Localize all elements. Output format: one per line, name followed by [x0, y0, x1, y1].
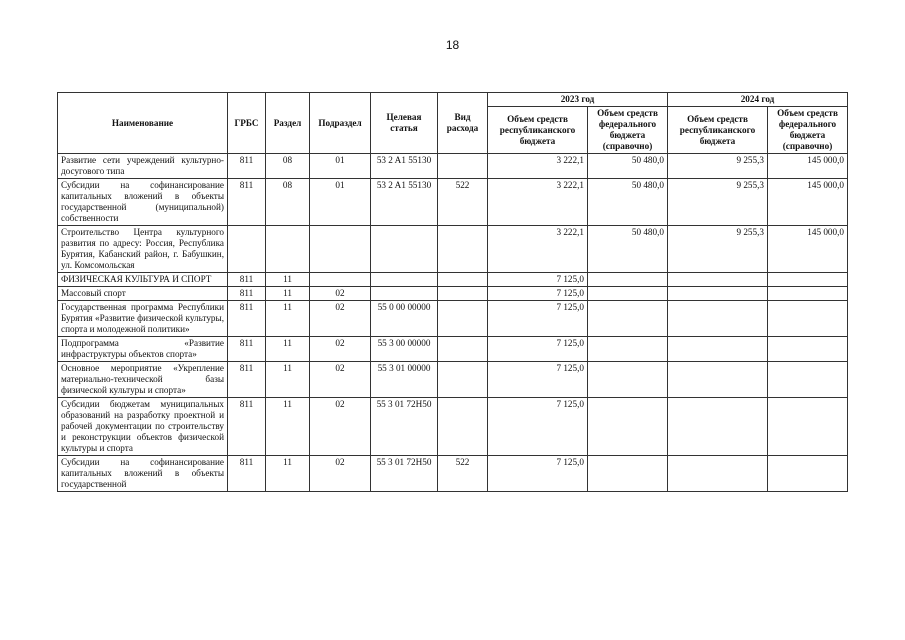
- cell-fed-2023: [588, 301, 668, 337]
- cell-rep-2024: [668, 273, 768, 287]
- cell-name: Подпрограмма «Развитие инфраструктуры объектов спорта»: [58, 337, 228, 362]
- table-row: [58, 456, 848, 492]
- header-year-2023: 2023 год: [488, 93, 668, 107]
- cell-rep-2024: 9 255,3: [668, 179, 768, 226]
- header-razdel: Раздел: [266, 93, 310, 154]
- cell-grbs: 811: [228, 179, 266, 226]
- cell-rep-2023: 3 222,1: [488, 179, 588, 226]
- table-row: [58, 179, 848, 226]
- cell-fed-2024: [768, 273, 848, 287]
- header-year-2024: 2024 год: [668, 93, 848, 107]
- cell-vid: [438, 287, 488, 301]
- cell-fed-2023: 50 480,0: [588, 179, 668, 226]
- header-target: Целевая статья: [371, 93, 438, 154]
- cell-fed-2024: [768, 337, 848, 362]
- cell-rep-2023: 7 125,0: [488, 398, 588, 456]
- cell-rep-2024: [668, 301, 768, 337]
- cell-podrazdel: 01: [310, 154, 371, 179]
- cell-razdel: [266, 226, 310, 273]
- cell-grbs: 811: [228, 301, 266, 337]
- cell-rep-2023: 3 222,1: [488, 154, 588, 179]
- header-name: Наименование: [58, 93, 228, 154]
- cell-fed-2023: [588, 337, 668, 362]
- cell-fed-2023: [588, 456, 668, 492]
- cell-target: 55 3 01 00000: [371, 362, 438, 398]
- cell-podrazdel: 02: [310, 301, 371, 337]
- cell-podrazdel: 02: [310, 456, 371, 492]
- cell-name: Государственная программа Республики Бурятия «Развитие физической культуры, спорта и молодежной политики»: [58, 301, 228, 337]
- cell-razdel: 11: [266, 273, 310, 287]
- cell-razdel: 08: [266, 179, 310, 226]
- cell-podrazdel: 02: [310, 287, 371, 301]
- cell-rep-2024: [668, 337, 768, 362]
- cell-razdel: 11: [266, 456, 310, 492]
- cell-target: 55 3 01 72H50: [371, 398, 438, 456]
- budget-table: [57, 92, 848, 492]
- cell-grbs: 811: [228, 398, 266, 456]
- table-row: [58, 337, 848, 362]
- cell-vid: [438, 273, 488, 287]
- cell-razdel: 11: [266, 362, 310, 398]
- header-fed-2023: Объем средств федерального бюджета (справочно): [588, 107, 668, 154]
- cell-rep-2023: 7 125,0: [488, 301, 588, 337]
- cell-name: Субсидии бюджетам муниципальных образований на разработку проектной и рабочей документации по строительству и реконструкции объектов физической культуры и спорта: [58, 398, 228, 456]
- cell-name: ФИЗИЧЕСКАЯ КУЛЬТУРА И СПОРТ: [58, 273, 228, 287]
- table-body: [58, 154, 848, 492]
- cell-razdel: 11: [266, 287, 310, 301]
- cell-fed-2023: [588, 362, 668, 398]
- cell-target: 53 2 A1 55130: [371, 154, 438, 179]
- cell-vid: 522: [438, 179, 488, 226]
- cell-target: [371, 287, 438, 301]
- cell-podrazdel: 02: [310, 362, 371, 398]
- table-row: [58, 273, 848, 287]
- cell-rep-2023: 3 222,1: [488, 226, 588, 273]
- cell-podrazdel: [310, 226, 371, 273]
- cell-fed-2024: [768, 456, 848, 492]
- cell-rep-2024: [668, 362, 768, 398]
- cell-grbs: 811: [228, 273, 266, 287]
- cell-fed-2023: 50 480,0: [588, 226, 668, 273]
- cell-rep-2024: 9 255,3: [668, 154, 768, 179]
- cell-rep-2024: [668, 287, 768, 301]
- page-number: 18: [445, 38, 460, 52]
- cell-grbs: 811: [228, 154, 266, 179]
- table-row: [58, 301, 848, 337]
- cell-name: Субсидии на софинансирование капитальных вложений в объекты государственной (муниципальной) собственности: [58, 179, 228, 226]
- cell-vid: [438, 337, 488, 362]
- cell-fed-2024: 145 000,0: [768, 179, 848, 226]
- cell-razdel: 11: [266, 398, 310, 456]
- cell-fed-2023: [588, 287, 668, 301]
- cell-grbs: [228, 226, 266, 273]
- cell-target: 55 0 00 00000: [371, 301, 438, 337]
- header-vid: Вид расхода: [438, 93, 488, 154]
- cell-rep-2023: 7 125,0: [488, 273, 588, 287]
- table-header: [58, 93, 848, 154]
- cell-fed-2024: [768, 301, 848, 337]
- cell-rep-2023: 7 125,0: [488, 362, 588, 398]
- table-row: [58, 287, 848, 301]
- cell-name: Массовый спорт: [58, 287, 228, 301]
- cell-razdel: 11: [266, 301, 310, 337]
- cell-fed-2024: 145 000,0: [768, 154, 848, 179]
- cell-rep-2024: [668, 456, 768, 492]
- cell-grbs: 811: [228, 362, 266, 398]
- cell-name: Развитие сети учреждений культурно-досугового типа: [58, 154, 228, 179]
- table-row: [58, 398, 848, 456]
- cell-target: 55 3 01 72H50: [371, 456, 438, 492]
- cell-name: Субсидии на софинансирование капитальных вложений в объекты государственной: [58, 456, 228, 492]
- table-row: [58, 154, 848, 179]
- header-podrazdel: Подраздел: [310, 93, 371, 154]
- cell-target: 55 3 00 00000: [371, 337, 438, 362]
- cell-fed-2024: [768, 398, 848, 456]
- header-grbs: ГРБС: [228, 93, 266, 154]
- cell-fed-2023: [588, 398, 668, 456]
- cell-fed-2024: 145 000,0: [768, 226, 848, 273]
- cell-rep-2024: 9 255,3: [668, 226, 768, 273]
- cell-rep-2024: [668, 398, 768, 456]
- cell-podrazdel: 01: [310, 179, 371, 226]
- cell-fed-2024: [768, 362, 848, 398]
- cell-fed-2023: [588, 273, 668, 287]
- cell-name: Основное мероприятие «Укрепление материально-технической базы физической культуры и спорта»: [58, 362, 228, 398]
- cell-razdel: 11: [266, 337, 310, 362]
- header-rep-2024: Объем средств республиканского бюджета: [668, 107, 768, 154]
- table-row: [58, 226, 848, 273]
- cell-vid: [438, 154, 488, 179]
- cell-grbs: 811: [228, 456, 266, 492]
- cell-grbs: 811: [228, 337, 266, 362]
- cell-razdel: 08: [266, 154, 310, 179]
- cell-fed-2023: 50 480,0: [588, 154, 668, 179]
- cell-target: 53 2 A1 55130: [371, 179, 438, 226]
- cell-podrazdel: 02: [310, 398, 371, 456]
- table-row: [58, 362, 848, 398]
- cell-name: Строительство Центра культурного развития по адресу: Россия, Республика Бурятия, Кабанский район, г. Бабушкин, ул. Комсомольская: [58, 226, 228, 273]
- cell-vid: [438, 398, 488, 456]
- cell-target: [371, 226, 438, 273]
- cell-rep-2023: 7 125,0: [488, 456, 588, 492]
- cell-grbs: 811: [228, 287, 266, 301]
- cell-podrazdel: 02: [310, 337, 371, 362]
- header-rep-2023: Объем средств республиканского бюджета: [488, 107, 588, 154]
- cell-rep-2023: 7 125,0: [488, 337, 588, 362]
- cell-rep-2023: 7 125,0: [488, 287, 588, 301]
- cell-vid: [438, 301, 488, 337]
- cell-vid: 522: [438, 456, 488, 492]
- cell-fed-2024: [768, 287, 848, 301]
- cell-podrazdel: [310, 273, 371, 287]
- header-fed-2024: Объем средств федерального бюджета (справочно): [768, 107, 848, 154]
- cell-vid: [438, 362, 488, 398]
- cell-vid: [438, 226, 488, 273]
- cell-target: [371, 273, 438, 287]
